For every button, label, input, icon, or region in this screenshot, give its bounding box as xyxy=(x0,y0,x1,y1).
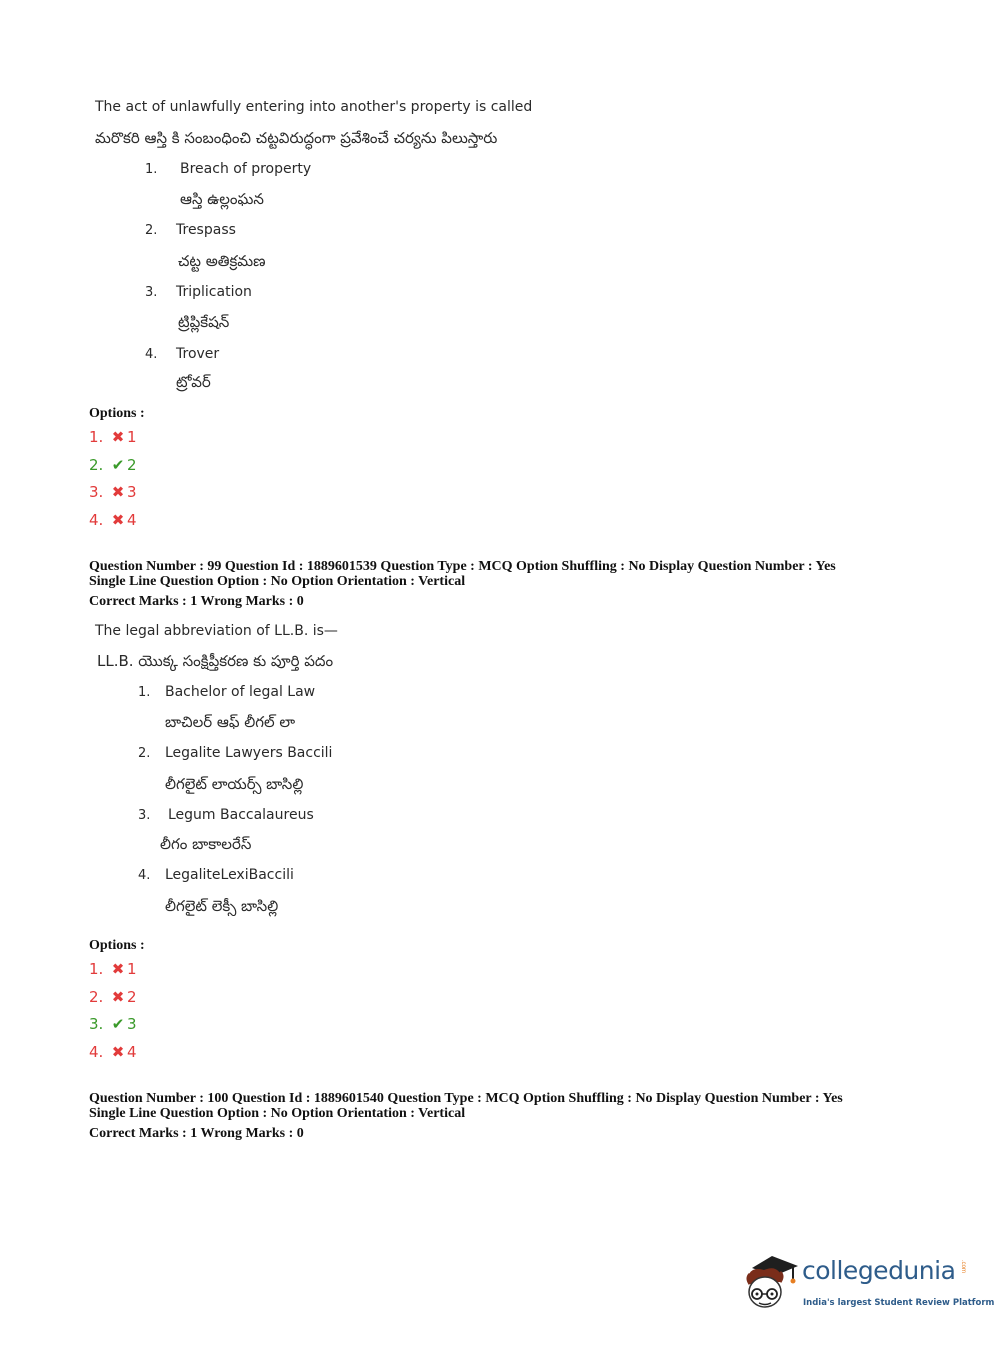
choice-number: 3. xyxy=(138,808,151,823)
wrong-mark-icon: ✖ xyxy=(111,1042,125,1061)
choice-number: 2. xyxy=(138,746,151,761)
question-text-te: మరొకరి ఆస్తి కి సంబంధించి చట్టవిరుద్ధంగా ప్రవేశించే చర్యను పిలుస్తారు xyxy=(95,129,498,147)
choice-text-en: LegaliteLexiBaccili xyxy=(165,867,294,883)
option-row xyxy=(89,482,137,502)
option-value: 1 xyxy=(127,428,137,446)
choice-text-te: లీగలైట్ లెక్సీ బాసిల్లి xyxy=(165,897,279,915)
choice-text-te: ట్రిప్లికేషన్ xyxy=(178,313,230,331)
wrong-mark-icon: ✖ xyxy=(111,483,125,501)
option-value: 1 xyxy=(127,960,137,978)
option-value: 2 xyxy=(127,455,137,474)
option-number: 3. xyxy=(89,1015,104,1033)
question-text-en: The act of unlawfully entering into another's property is called xyxy=(95,99,533,115)
collegedunia-logo xyxy=(742,1248,995,1318)
choice-number: 4. xyxy=(138,868,151,883)
choice-text-en: Breach of property xyxy=(180,161,312,177)
options-list xyxy=(89,427,137,530)
choice-text-te: ట్రోవర్ xyxy=(176,373,211,391)
question-meta-line2: Single Line Question Option : No Option Orientation : Vertical xyxy=(89,574,466,589)
question-text-en: The legal abbreviation of LL.B. is— xyxy=(95,623,338,639)
logo-wordmark: collegedunia xyxy=(802,1256,956,1285)
choice-text-en: Trover xyxy=(176,346,220,362)
choice-text-te: బాచిలర్ ఆఫ్ లీగల్ లా xyxy=(165,713,296,731)
option-row xyxy=(89,959,137,979)
choice-number: 1. xyxy=(138,685,151,700)
option-number: 2. xyxy=(89,987,104,1006)
choice-number: 4. xyxy=(145,347,158,362)
choice-text-te: లీగలైట్ లాయర్స్ బాసిల్లి xyxy=(165,775,304,793)
choice-number: 1. xyxy=(145,162,158,177)
choice-number: 2. xyxy=(145,223,158,238)
option-number: 1. xyxy=(89,428,104,446)
option-number: 4. xyxy=(89,510,104,529)
correct-check-icon: ✔ xyxy=(111,455,125,474)
choice-text-te: చట్ట అతిక్రమణ xyxy=(178,252,266,270)
wrong-mark-icon: ✖ xyxy=(111,987,125,1006)
option-row xyxy=(89,987,137,1007)
logo-tagline: India's largest Student Review Platform xyxy=(803,1298,995,1308)
question-meta-line1: Question Number : 99 Question Id : 1889601539 Question Type : MCQ Option Shuffling : No Display Question Number : Yes xyxy=(89,559,836,574)
wrong-mark-icon: ✖ xyxy=(111,960,125,978)
question-marks: Correct Marks : 1 Wrong Marks : 0 xyxy=(89,1126,304,1141)
logo-suffix: .com xyxy=(960,1260,966,1274)
choice-text-en: Bachelor of legal Law xyxy=(165,684,316,700)
option-row xyxy=(89,455,137,475)
choice-number: 3. xyxy=(145,285,158,300)
graduate-mascot-icon xyxy=(742,1248,800,1318)
option-value: 2 xyxy=(127,987,137,1006)
option-value: 4 xyxy=(127,510,137,529)
choice-text-en: Legum Baccalaureus xyxy=(168,807,314,823)
choice-text-te: లీగం బాకాలరేస్ xyxy=(160,835,252,853)
option-number: 4. xyxy=(89,1042,104,1061)
option-value: 4 xyxy=(127,1042,137,1061)
option-number: 1. xyxy=(89,960,104,978)
question-marks: Correct Marks : 1 Wrong Marks : 0 xyxy=(89,594,304,609)
question-meta-line2: Single Line Question Option : No Option Orientation : Vertical xyxy=(89,1106,466,1121)
options-list xyxy=(89,959,137,1062)
option-number: 3. xyxy=(89,483,104,501)
wrong-mark-icon: ✖ xyxy=(111,510,125,529)
choice-text-en: Trespass xyxy=(176,222,236,238)
options-label: Options : xyxy=(89,406,145,421)
option-value: 3 xyxy=(127,1015,137,1033)
options-label: Options : xyxy=(89,938,145,953)
option-row xyxy=(89,427,137,447)
question-meta-line1: Question Number : 100 Question Id : 1889601540 Question Type : MCQ Option Shuffling : No Display Question Number : Yes xyxy=(89,1091,843,1106)
option-value: 3 xyxy=(127,483,137,501)
option-row xyxy=(89,1014,137,1034)
choice-text-te: ఆస్తి ఉల్లంఘన xyxy=(180,190,264,208)
question-text-te: LL.B. యొక్క సంక్షిప్తీకరణ కు పూర్తి పదం xyxy=(97,652,334,670)
choice-text-en: Legalite Lawyers Baccili xyxy=(165,745,333,761)
choice-text-en: Triplication xyxy=(176,284,252,300)
option-row xyxy=(89,510,137,530)
wrong-mark-icon: ✖ xyxy=(111,428,125,446)
option-row xyxy=(89,1042,137,1062)
correct-check-icon: ✔ xyxy=(111,1015,125,1033)
option-number: 2. xyxy=(89,455,104,474)
